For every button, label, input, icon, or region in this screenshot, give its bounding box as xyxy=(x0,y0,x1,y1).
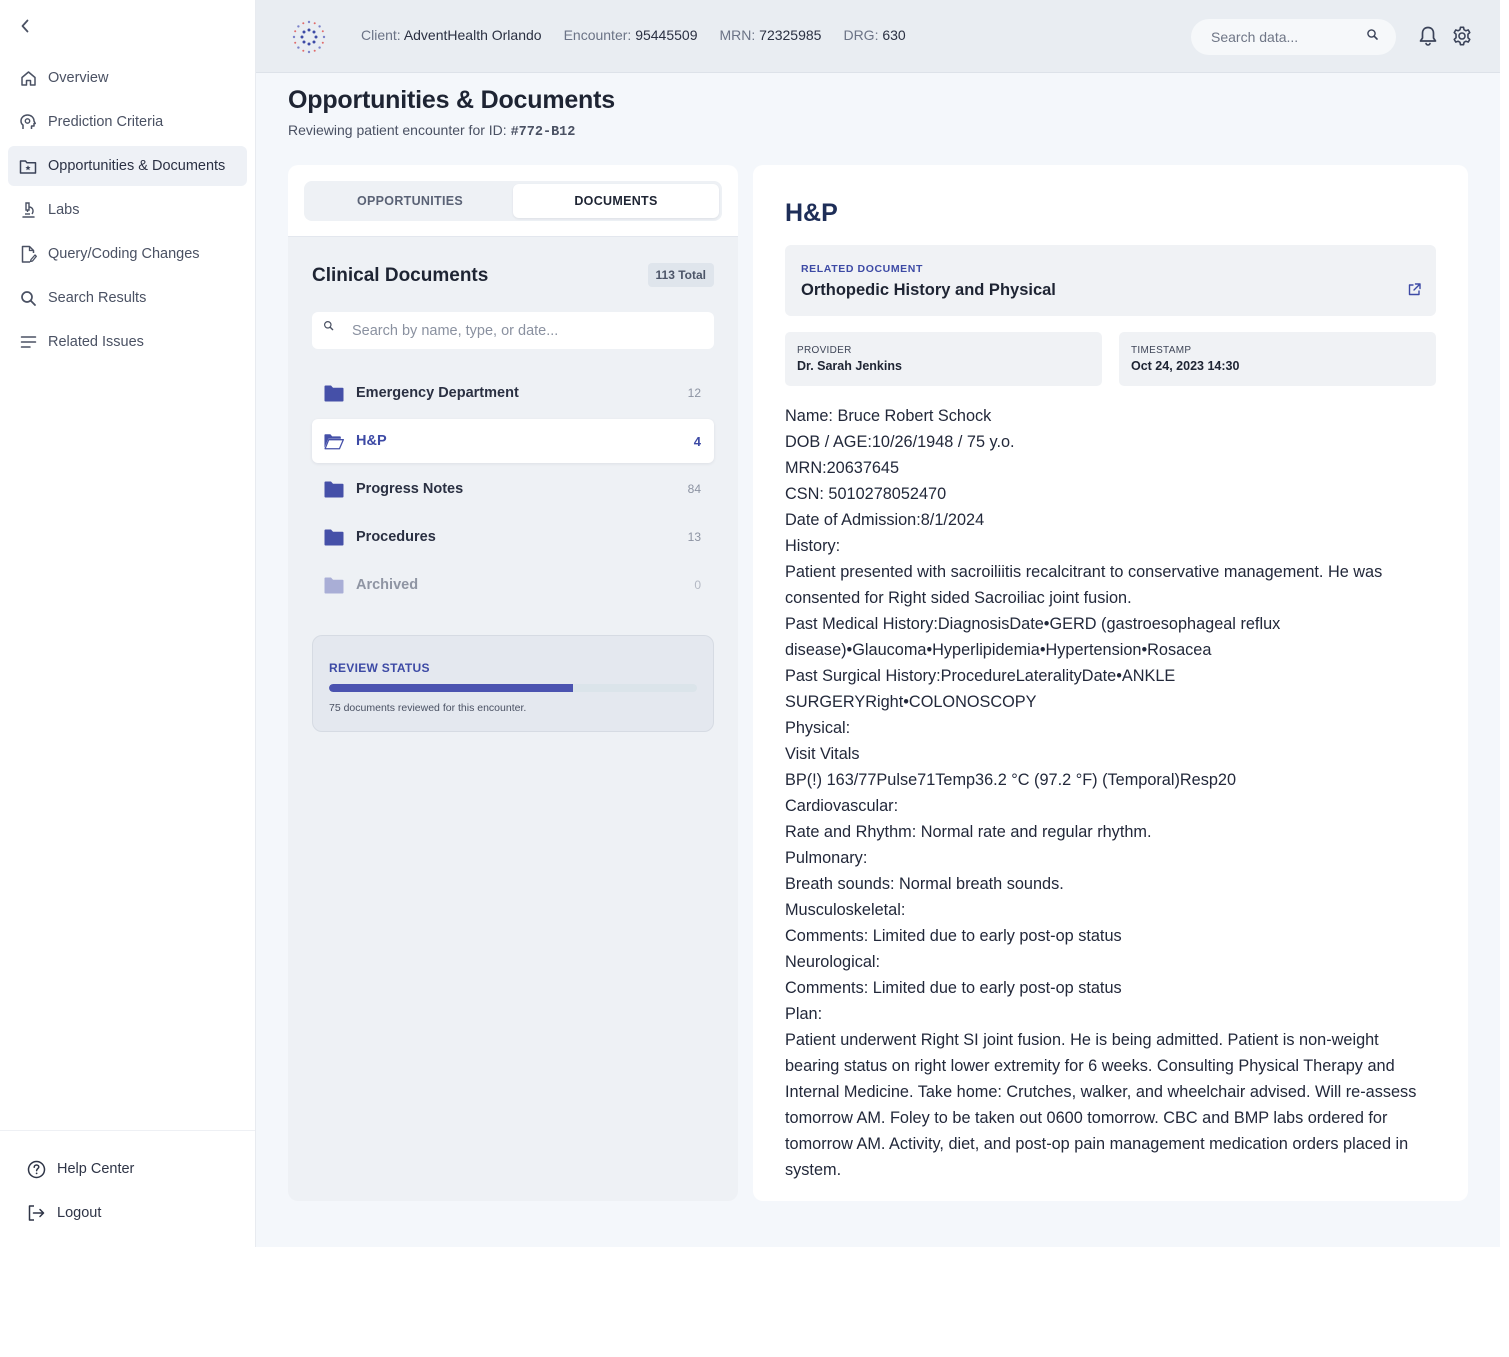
folder-name: H&P xyxy=(356,433,387,449)
doc-line: CSN: 5010278052470 xyxy=(785,485,947,503)
sidebar-item-label: Labs xyxy=(48,202,80,218)
related-document-label: RELATED DOCUMENT xyxy=(801,263,923,275)
top-header xyxy=(256,0,1500,73)
folder-progress-notes[interactable] xyxy=(312,467,714,511)
sidebar-item-query-coding-changes[interactable] xyxy=(8,234,247,274)
tab-bar xyxy=(304,181,722,221)
doc-line: Musculoskeletal: xyxy=(785,901,906,919)
tab-documents[interactable]: DOCUMENTS xyxy=(513,184,719,218)
sidebar-nav xyxy=(8,58,247,366)
tabs-container xyxy=(288,165,738,237)
doc-line: Past Surgical History:ProcedureLateralityDate•ANKLE SURGERYRight•COLONOSCOPY xyxy=(785,667,1176,711)
doc-line: Physical: xyxy=(785,719,851,737)
related-document-card xyxy=(785,245,1436,316)
doc-line: Past Medical History:DiagnosisDate•GERD (gastroesophageal reflux disease)•Glaucoma•Hyperlipidemia•Hypertension•Rosacea xyxy=(785,615,1281,659)
encounter-meta xyxy=(361,27,906,43)
doc-line: Plan: xyxy=(785,1005,823,1023)
sidebar-item-label: Prediction Criteria xyxy=(48,114,164,130)
folder-h-and-p[interactable] xyxy=(312,419,714,463)
sidebar-item-label: Overview xyxy=(48,70,109,86)
review-status-title: REVIEW STATUS xyxy=(329,661,430,675)
doc-line: MRN:20637645 xyxy=(785,459,900,477)
microscope-icon xyxy=(18,200,38,220)
document-body xyxy=(785,403,1435,1183)
logout-button[interactable] xyxy=(0,1191,255,1235)
sidebar-item-opportunities-documents[interactable] xyxy=(8,146,247,186)
folder-count: 4 xyxy=(693,433,701,449)
settings-gear-icon[interactable] xyxy=(1451,24,1473,48)
doc-line: Name: Bruce Robert Schock xyxy=(785,407,992,425)
folder-procedures[interactable] xyxy=(312,515,714,559)
sidebar-item-label: Search Results xyxy=(48,290,147,306)
mrn-value: 72325985 xyxy=(759,27,822,43)
review-progress-bar xyxy=(329,684,697,692)
sidebar-footer xyxy=(0,1130,255,1235)
folder-name: Archived xyxy=(356,577,419,593)
folder-count: 0 xyxy=(694,578,701,592)
brain-icon xyxy=(18,112,38,132)
global-search-input[interactable] xyxy=(1211,29,1361,45)
sidebar-item-labs[interactable] xyxy=(8,190,247,230)
doc-line: DOB / AGE:10/26/1948 / 75 y.o. xyxy=(785,433,1015,451)
document-search-input[interactable] xyxy=(352,312,692,349)
doc-line: Comments: Limited due to early post-op status xyxy=(785,979,1122,997)
sidebar xyxy=(0,0,256,1247)
search-icon xyxy=(18,288,38,308)
clinical-documents-title: Clinical Documents xyxy=(312,265,489,286)
help-center-label: Help Center xyxy=(57,1161,135,1177)
file-edit-icon xyxy=(18,244,38,264)
drg-value: 630 xyxy=(882,27,906,43)
search-icon xyxy=(1366,28,1380,42)
sidebar-item-label: Query/Coding Changes xyxy=(48,246,200,262)
document-title: H&P xyxy=(785,199,838,227)
timestamp-value: Oct 24, 2023 14:30 xyxy=(1131,359,1240,373)
doc-line: Date of Admission:8/1/2024 xyxy=(785,511,985,529)
folder-count: 13 xyxy=(687,530,701,544)
logout-icon xyxy=(26,1203,46,1223)
related-document-name: Orthopedic History and Physical xyxy=(801,281,1056,299)
provider-label: PROVIDER xyxy=(797,345,852,356)
folder-icon xyxy=(324,480,344,498)
folder-count: 84 xyxy=(687,482,701,496)
mrn-info: MRN: 72325985 xyxy=(719,27,822,43)
home-icon xyxy=(18,68,38,88)
sidebar-item-overview[interactable] xyxy=(8,58,247,98)
folder-star-icon xyxy=(18,156,38,176)
doc-line: Patient presented with sacroiliitis recalcitrant to conservative management. He was consented for Right sided Sacroiliac joint fusion. xyxy=(785,563,1383,607)
review-status-text: 75 documents reviewed for this encounter. xyxy=(329,702,527,714)
page-subtitle: Reviewing patient encounter for ID: #772-B12 xyxy=(288,122,576,140)
timestamp-label: TIMESTAMP xyxy=(1131,345,1192,356)
doc-line: Rate and Rhythm: Normal rate and regular rhythm. xyxy=(785,823,1152,841)
doc-line: Visit Vitals xyxy=(785,745,860,763)
tab-opportunities[interactable]: OPPORTUNITIES xyxy=(357,194,463,208)
encounter-value: 95445509 xyxy=(635,27,698,43)
external-link-icon[interactable] xyxy=(1408,283,1421,296)
sidebar-item-prediction-criteria[interactable] xyxy=(8,102,247,142)
notifications-bell-icon[interactable] xyxy=(1418,25,1438,47)
folder-count: 12 xyxy=(687,386,701,400)
doc-line: Comments: Limited due to early post-op status xyxy=(785,927,1122,945)
encounter-id: #772-B12 xyxy=(510,125,576,140)
app-logo-icon xyxy=(288,16,330,58)
search-icon xyxy=(323,320,335,332)
review-progress-fill xyxy=(329,684,573,692)
collapse-sidebar-button[interactable] xyxy=(16,16,34,36)
doc-line: BP(!) 163/77Pulse71Temp36.2 °C (97.2 °F) (Temporal)Resp20 xyxy=(785,771,1237,789)
folder-open-icon xyxy=(324,432,344,450)
global-search xyxy=(1191,19,1396,55)
client-value: AdventHealth Orlando xyxy=(403,27,542,43)
folder-icon xyxy=(324,576,344,594)
main-content xyxy=(256,0,1500,1247)
document-search xyxy=(312,312,714,349)
client-info: Client: AdventHealth Orlando xyxy=(361,27,542,43)
page-title: Opportunities & Documents xyxy=(288,86,615,114)
doc-line: Cardiovascular: xyxy=(785,797,899,815)
folder-name: Emergency Department xyxy=(356,385,519,401)
sidebar-item-label: Opportunities & Documents xyxy=(48,158,226,174)
folder-icon xyxy=(324,384,344,402)
timestamp-box xyxy=(1119,332,1436,386)
document-viewer xyxy=(753,165,1468,1201)
review-status-card xyxy=(312,635,714,732)
logout-label: Logout xyxy=(57,1205,102,1221)
total-count-badge: 113 Total xyxy=(648,263,714,287)
list-icon xyxy=(18,332,38,352)
help-circle-icon xyxy=(26,1159,46,1179)
drg-info: DRG: 630 xyxy=(843,27,906,43)
doc-line: Pulmonary: xyxy=(785,849,868,867)
folder-icon xyxy=(324,528,344,546)
folder-archived[interactable] xyxy=(312,563,714,607)
doc-line: History: xyxy=(785,537,841,555)
chevron-left-icon xyxy=(20,19,30,33)
folder-name: Progress Notes xyxy=(356,481,464,497)
folder-name: Procedures xyxy=(356,529,436,545)
folder-emergency-department[interactable] xyxy=(312,371,714,415)
sidebar-item-label: Related Issues xyxy=(48,334,144,350)
help-center-link[interactable] xyxy=(0,1147,255,1191)
sidebar-item-related-issues[interactable] xyxy=(8,322,247,362)
doc-line: Neurological: xyxy=(785,953,881,971)
provider-box xyxy=(785,332,1102,386)
provider-value: Dr. Sarah Jenkins xyxy=(797,359,902,373)
documents-panel xyxy=(288,165,738,1201)
encounter-info: Encounter: 95445509 xyxy=(563,27,698,43)
folder-list xyxy=(312,371,714,611)
doc-line: Patient underwent Right SI joint fusion. He is being admitted. Patient is non-weight bearing status on right lower extremity for 6 weeks. Consulting Physical Therapy and Internal Medicine. Take home: Crutches, walker, and wheelchair advised. Will re-assess tomorrow AM. Foley to be taken out 0600 tomorrow. CBC and BMP labs ordered for tomorrow AM. Activity, diet, and post-op pain management medication orders placed in system. xyxy=(785,1031,1417,1179)
sidebar-item-search-results[interactable] xyxy=(8,278,247,318)
doc-line: Breath sounds: Normal breath sounds. xyxy=(785,875,1064,893)
